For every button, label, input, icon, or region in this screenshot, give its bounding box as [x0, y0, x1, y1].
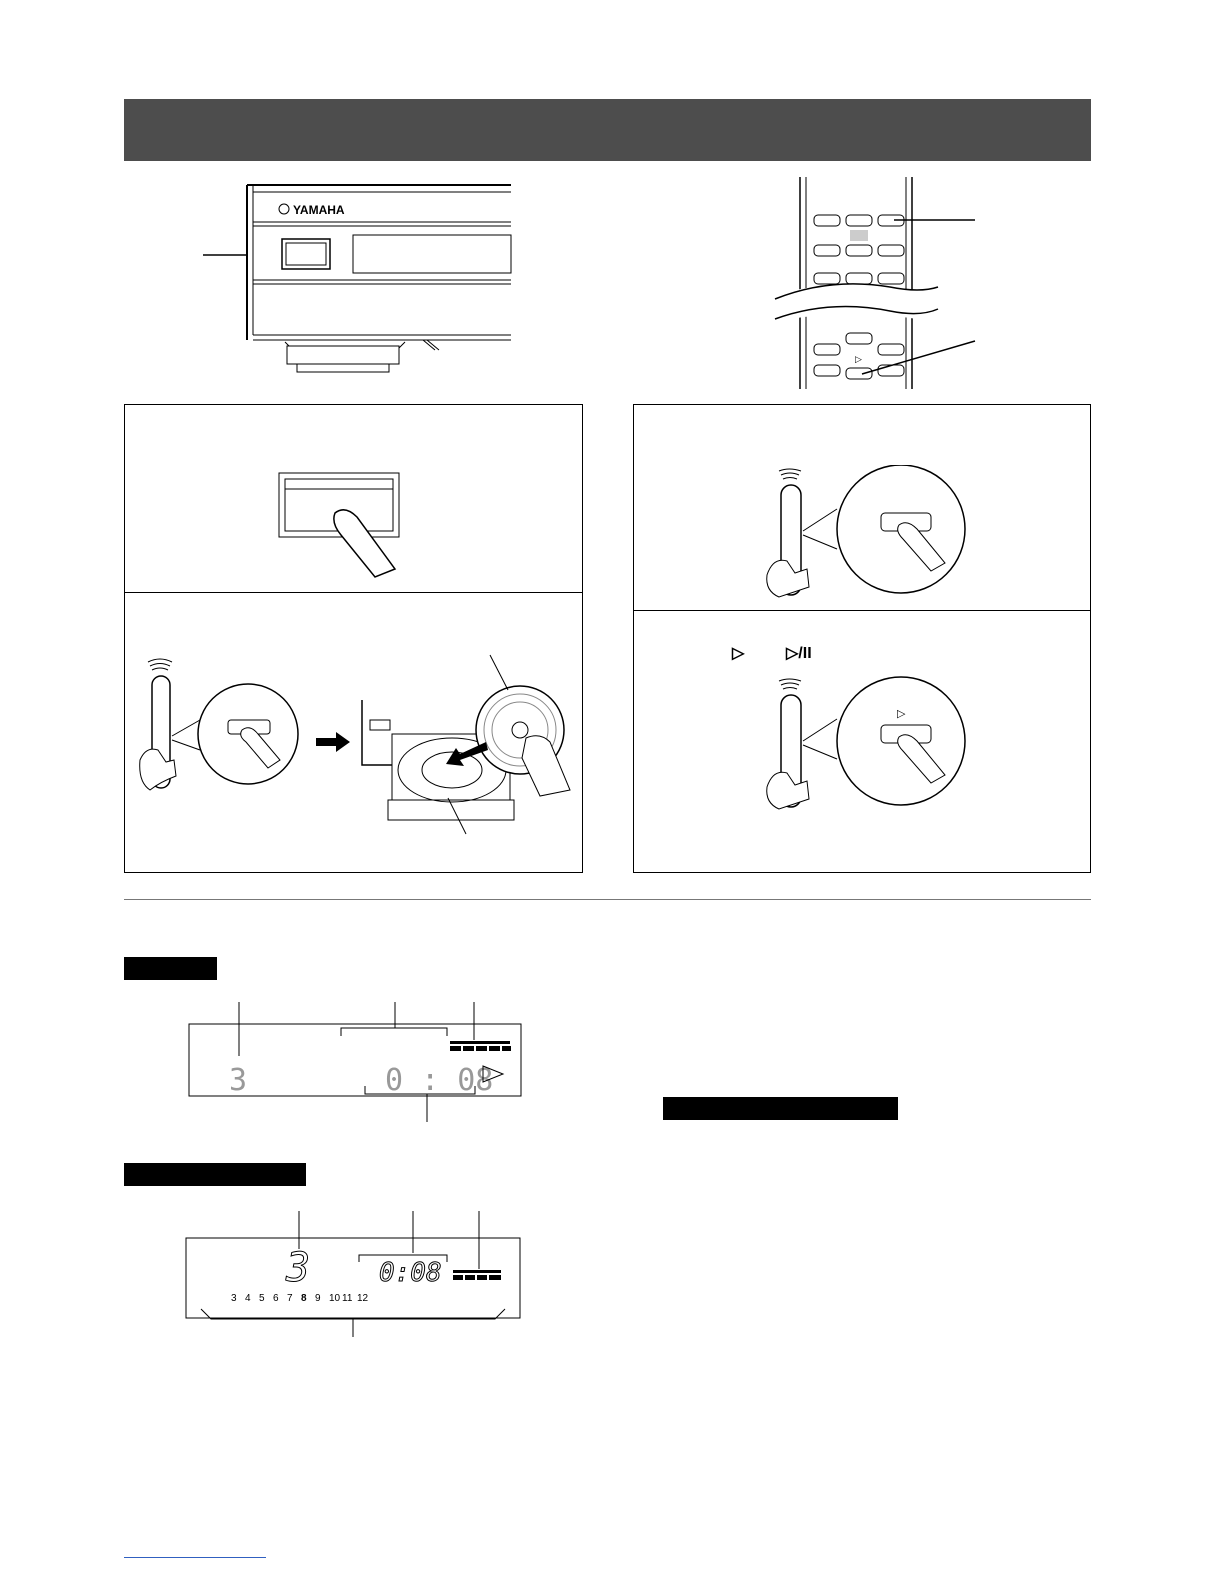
brand-label: YAMAHA	[293, 203, 345, 217]
press-button-illustration	[275, 465, 435, 585]
remote-press-illustration	[749, 465, 979, 599]
display-type-label-1	[124, 957, 217, 980]
track-calendar-number: 6	[273, 1293, 279, 1304]
load-disc-illustration	[130, 650, 580, 850]
front-display-2	[183, 1209, 528, 1344]
remote-control-illustration	[770, 175, 980, 391]
track-calendar-number: 3	[231, 1293, 237, 1304]
play-key-symbol: ▷	[732, 645, 745, 662]
level-meter-icon	[453, 1270, 501, 1280]
track-number-readout: 3	[229, 1063, 248, 1098]
track-calendar-number: 12	[357, 1293, 369, 1304]
section-rule	[124, 899, 1091, 900]
track-calendar-number: 9	[315, 1293, 321, 1304]
remote-hand-icon	[140, 659, 176, 790]
step-panel-right	[633, 404, 1091, 873]
section-title-bar	[124, 99, 1091, 161]
track-calendar-number: 7	[287, 1293, 293, 1304]
track-calendar-number: 11	[342, 1293, 353, 1304]
arrow-right-icon	[316, 732, 350, 752]
step-divider	[634, 610, 1090, 611]
play-icon: ▷	[855, 354, 862, 364]
elapsed-time-readout: 0 : 08	[385, 1063, 494, 1098]
track-calendar-number: 4	[245, 1293, 251, 1304]
step-panel-left	[124, 404, 583, 873]
elapsed-time-readout: 0:08	[379, 1258, 442, 1288]
remote-play-illustration	[749, 675, 979, 815]
play-pause-key-symbol: ▷/II	[786, 645, 812, 662]
cd-player-front-illustration	[195, 180, 515, 380]
hand-icon	[522, 736, 570, 796]
display-type-label-2	[124, 1163, 306, 1186]
disc-tray	[287, 346, 399, 364]
track-calendar-number: 8	[301, 1293, 307, 1304]
front-display-1	[185, 998, 530, 1123]
step-divider	[125, 592, 582, 593]
track-number-readout: 3	[286, 1245, 311, 1291]
footer-rule	[124, 1557, 266, 1558]
play-icon: ▷	[897, 708, 906, 720]
remote-play-button[interactable]	[846, 368, 872, 379]
track-calendar-number: 10	[329, 1293, 341, 1304]
track-calendar-number: 5	[259, 1293, 265, 1304]
callout-line	[490, 655, 508, 690]
section-label	[663, 1097, 898, 1120]
